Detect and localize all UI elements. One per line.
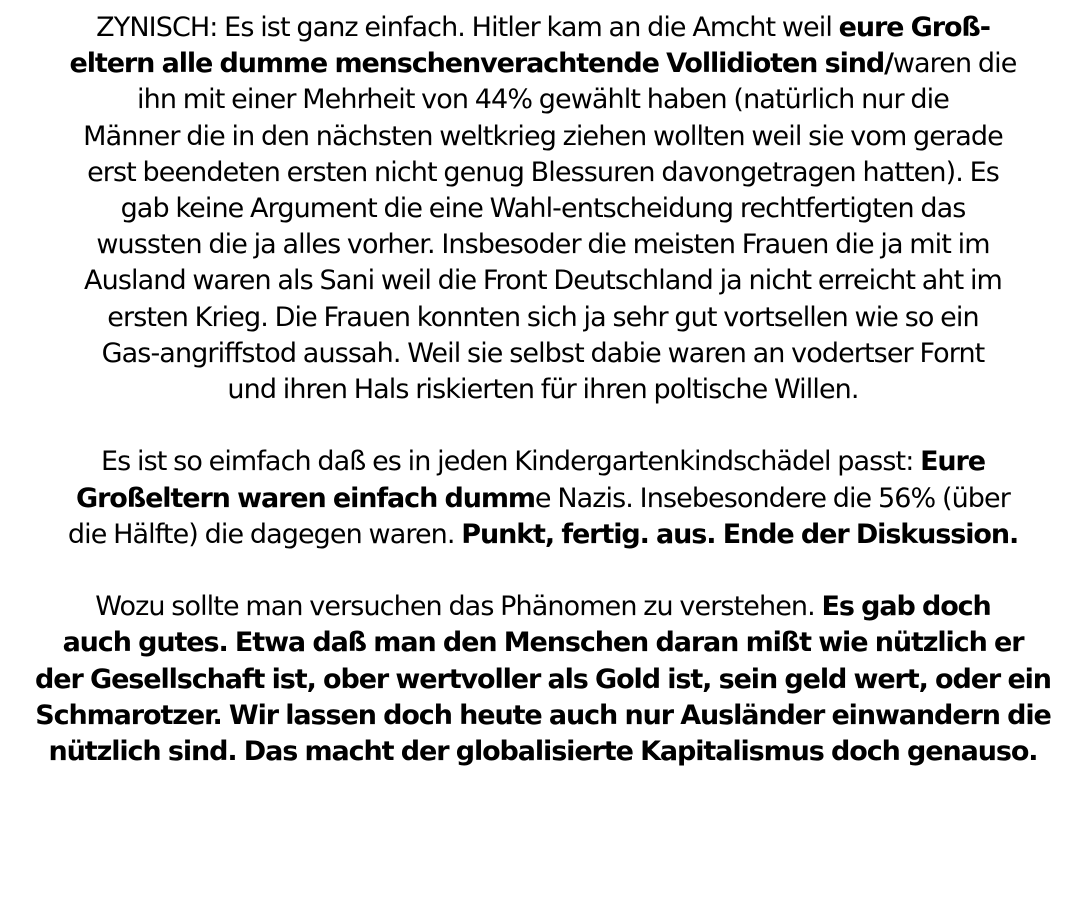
text-segment: ersten Krieg. Die Frauen konnten sich ja sehr gut vortsellen wie so ein bbox=[107, 301, 979, 333]
document-body bbox=[8, 10, 1078, 770]
text-line bbox=[8, 517, 1078, 553]
text-segment: gab keine Argument die eine Wahl-entscheidung rechtfertigten das bbox=[120, 193, 966, 225]
paragraph-3 bbox=[8, 589, 1078, 770]
paragraph-spacer bbox=[8, 553, 1078, 589]
text-segment: wussten die ja alles vorher. Insbesoder die meisten Frauen die ja mit im bbox=[96, 229, 990, 261]
text-line bbox=[8, 227, 1078, 263]
text-line bbox=[8, 10, 1078, 46]
text-segment: e Nazis. Insebesondere die 56% (über bbox=[534, 482, 1010, 514]
text-segment: erst beendeten ersten nicht genug Blessuren davongetragen hatten). Es bbox=[87, 156, 999, 188]
text-line bbox=[8, 155, 1078, 191]
text-line bbox=[8, 336, 1078, 372]
text-line bbox=[8, 300, 1078, 336]
text-segment: und ihren Hals riskierten für ihren poltische Willen. bbox=[227, 374, 859, 406]
text-segment: Männer die in den nächsten weltkrieg ziehen wollten weil sie vom gerade bbox=[83, 120, 1003, 152]
text-line bbox=[8, 481, 1078, 517]
text-segment: Gas-angriffstod aussah. Weil sie selbst dabie waren an vodertser Fornt bbox=[101, 337, 985, 369]
text-line bbox=[8, 372, 1078, 408]
text-segment: waren die bbox=[892, 48, 1017, 80]
bold-text-segment: Schmarotzer. Wir lassen doch heute auch nur Ausländer einwandern die bbox=[35, 699, 1051, 731]
text-line bbox=[8, 589, 1078, 625]
bold-text-segment: eure Groß- bbox=[838, 12, 990, 43]
bold-text-segment: der Gesellschaft ist, ober wertvoller als Gold ist, sein geld wert, oder ein bbox=[35, 663, 1051, 695]
bold-text-segment: Punkt, fertig. aus. Ende der Diskussion. bbox=[461, 518, 1019, 550]
text-line bbox=[8, 625, 1078, 661]
bold-text-segment: eltern alle dumme menschenverachtende Vollidioten sind/ bbox=[69, 48, 893, 80]
text-line bbox=[8, 119, 1078, 155]
text-line bbox=[8, 444, 1078, 480]
text-line bbox=[8, 662, 1078, 698]
text-segment: Ausland waren als Sani weil die Front Deutschland ja nicht erreicht aht im bbox=[84, 265, 1002, 297]
paragraph-spacer bbox=[8, 408, 1078, 444]
text-line bbox=[8, 734, 1078, 770]
text-segment: die Hälfte) die dagegen waren. bbox=[67, 518, 462, 550]
text-segment: Wozu sollte man versuchen das Phänomen zu verstehen. bbox=[95, 591, 822, 623]
bold-text-segment: Eure bbox=[920, 446, 985, 478]
text-line bbox=[8, 263, 1078, 299]
bold-text-segment: Es gab doch bbox=[821, 591, 991, 623]
text-line bbox=[8, 191, 1078, 227]
bold-text-segment: auch gutes. Etwa daß man den Menschen daran mißt wie nützlich er bbox=[62, 627, 1024, 659]
text-line bbox=[8, 698, 1078, 734]
text-segment: Es ist so eimfach daß es in jeden Kindergartenkindschädel passt: bbox=[101, 446, 921, 478]
text-segment: ihn mit einer Mehrheit von 44% gewählt haben (natürlich nur die bbox=[137, 84, 949, 116]
paragraph-1 bbox=[8, 10, 1078, 408]
text-line bbox=[8, 82, 1078, 118]
bold-text-segment: Großeltern waren einfach dumm bbox=[76, 482, 535, 514]
paragraph-2 bbox=[8, 444, 1078, 553]
text-segment: ZYNISCH: Es ist ganz einfach. Hitler kam an die Amcht weil bbox=[96, 12, 839, 43]
text-line bbox=[8, 46, 1078, 82]
bold-text-segment: nützlich sind. Das macht der globalisierte Kapitalismus doch genauso. bbox=[48, 736, 1038, 768]
